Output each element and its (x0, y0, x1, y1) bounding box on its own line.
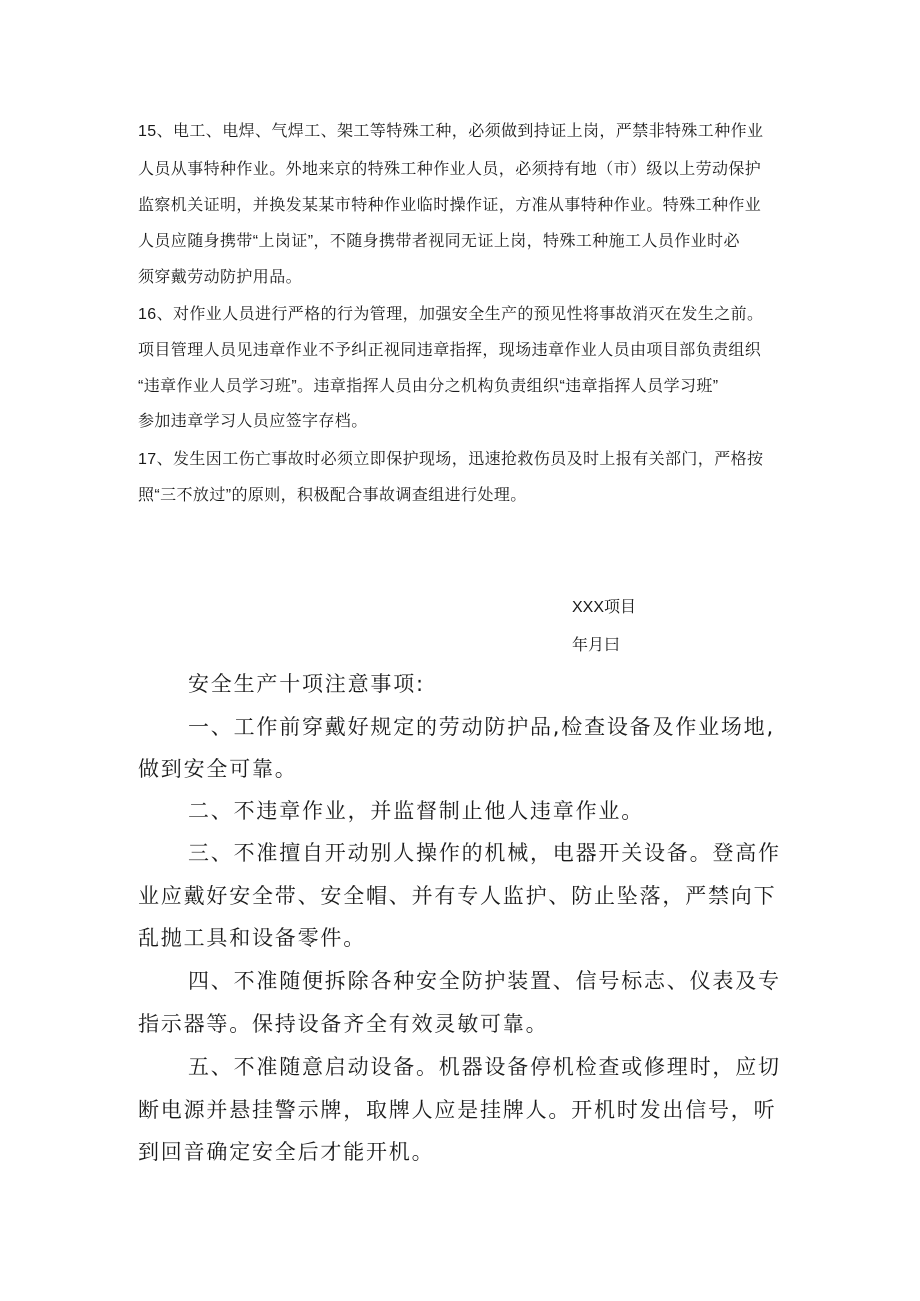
rule-line: 五、不准随意启动设备。机器设备停机检查或修理时，应切 (188, 1055, 781, 1079)
paragraph-line: 人员从事特种作业。外地来京的特殊工种作业人员，必须持有地（市）级以上劳动保护 (138, 161, 762, 178)
paragraph-line: “违章作业人员学习班”。违章指挥人员由分之机构负责组织“违章指挥人员学习班” (138, 378, 719, 395)
rule-line: 指示器等。保持设备齐全有效灵敏可靠。 (138, 1012, 549, 1036)
paragraph-line: 参加违章学习人员应签字存档。 (138, 413, 368, 430)
rule-line: 二、不违章作业，并监督制止他人违章作业。 (188, 799, 644, 823)
rule-line: 做到安全可靠。 (138, 757, 298, 781)
rule-line: 四、不准随便拆除各种安全防护装置、信号标志、仪表及专 (188, 969, 781, 993)
rule-line: 三、不准擅自开动别人操作的机械，电器开关设备。登高作 (188, 841, 781, 865)
paragraph-line: 监察机关证明，并换发某某市特种作业临时操作证，方准从事特种作业。特殊工种作业 (138, 197, 762, 214)
section-title: 安全生产十项注意事项: (188, 672, 425, 696)
paragraph-line: 项目管理人员见违章作业不予纠正视同违章指挥，现场违章作业人员由项目部负责组织 (138, 342, 762, 359)
date-line: 年月曰 (572, 637, 621, 654)
rule-line: 断电源并悬挂警示牌，取牌人应是挂牌人。开机时发出信号，听 (138, 1098, 777, 1122)
paragraph-line: 须穿戴劳动防护用品。 (138, 269, 303, 286)
project-name: XXX项目 (572, 599, 637, 616)
rule-line: 一、工作前穿戴好规定的劳动防护品,检查设备及作业场地, (188, 715, 775, 739)
rule-line: 到回音确定安全后才能开机。 (138, 1140, 435, 1164)
rule-line: 乱抛工具和设备零件。 (138, 926, 366, 950)
paragraph-line: 17、发生因工伤亡事故时必须立即保护现场，迅速抢救伤员及时上报有关部门，严格按 (138, 451, 764, 468)
rule-line: 业应戴好安全带、安全帽、并有专人监护、防止坠落，严禁向下 (138, 884, 777, 908)
paragraph-line: 15、电工、电焊、气焊工、架工等特殊工种，必须做到持证上岗，严禁非特殊工种作业 (138, 123, 764, 140)
paragraph-line: 照“三不放过”的原则，积极配合事故调查组进行处理。 (138, 487, 527, 504)
paragraph-line: 人员应随身携带“上岗证”，不随身携带者视同无证上岗，特殊工种施工人员作业时必 (138, 233, 740, 250)
paragraph-line: 16、对作业人员进行严格的行为管理，加强安全生产的预见性将事故消灭在发生之前。 (138, 306, 764, 323)
